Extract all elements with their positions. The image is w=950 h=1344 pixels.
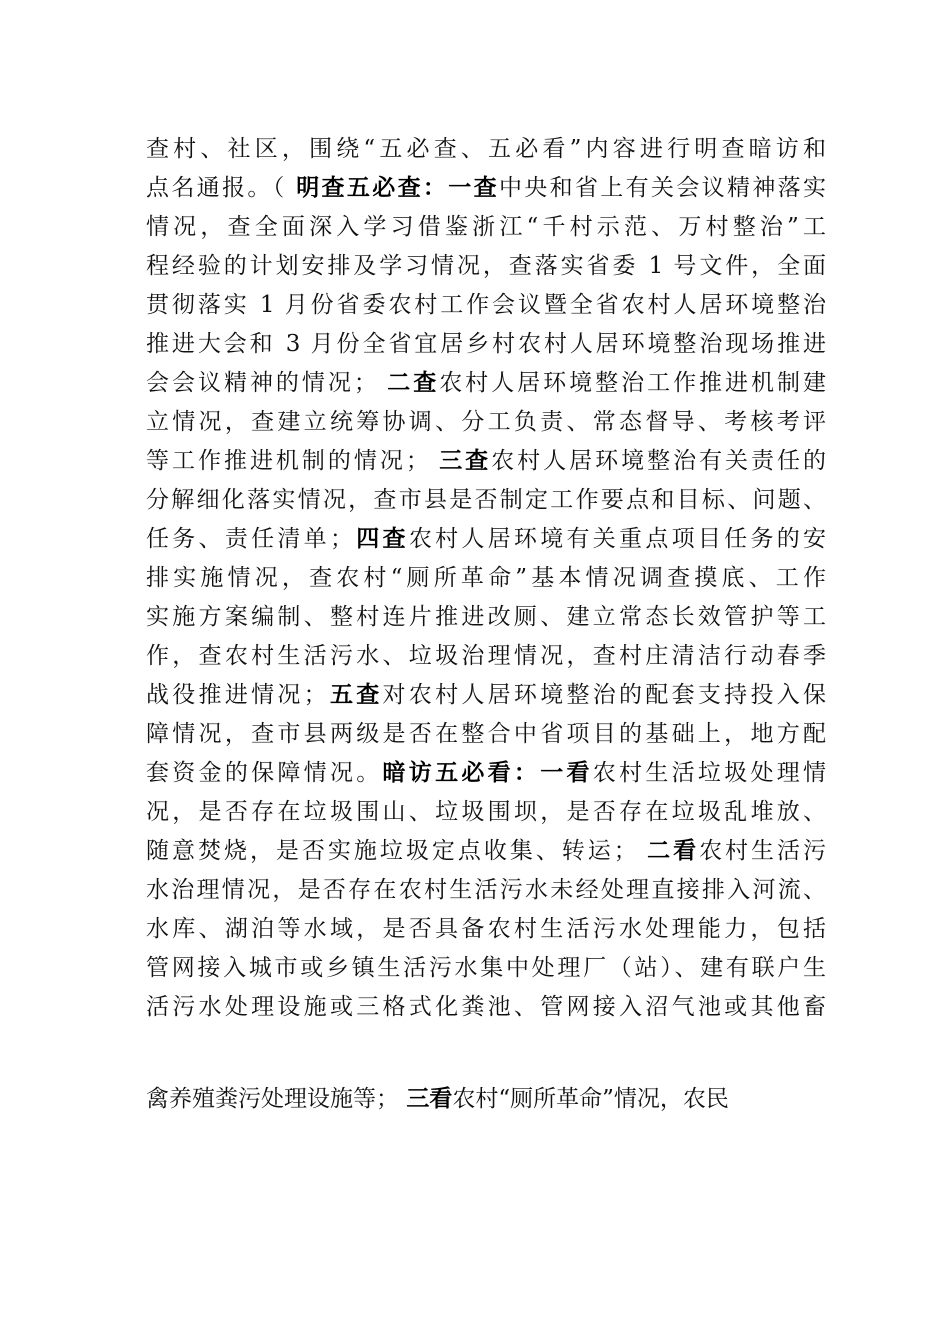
- body-text: 作，查农村生活污水、垃圾治理情况，查村庄清洁行动春季: [146, 643, 826, 669]
- text-line: [146, 600, 826, 634]
- body-text: 贯彻落实 1 月份省委农村工作会议暨全省农村人居环境整治: [146, 292, 826, 318]
- text-line: [146, 561, 826, 595]
- text-line: [146, 327, 826, 361]
- body-text: 排实施情况，查农村“厕所革命”基本情况调查摸底、工作: [146, 565, 826, 591]
- text-line: [146, 132, 826, 166]
- text-line: [146, 1082, 806, 1116]
- bold-heading-text: 二查: [387, 369, 440, 396]
- body-text: 农村人居环境整治有关责任的: [491, 448, 827, 474]
- text-line: [146, 288, 826, 322]
- text-line: [146, 483, 826, 517]
- text-line: [146, 873, 826, 907]
- body-text: 对农村人居环境整治的配套支持投入保: [382, 682, 827, 708]
- text-line: [146, 405, 826, 439]
- text-line: [146, 990, 826, 1024]
- body-text: 任务、责任清单；: [146, 526, 353, 552]
- body-text: 农村人居环境有关重点项目任务的安: [408, 526, 827, 552]
- body-text: 分解细化落实情况，查市县是否制定工作要点和目标、问题、: [146, 487, 826, 513]
- bold-heading-text: 四查: [352, 525, 409, 552]
- body-text: 农村生活污: [699, 838, 827, 864]
- bold-heading-text: 暗访五必看：一看: [382, 759, 593, 786]
- body-text: 情况，查全面深入学习借鉴浙江“千村示范、万村整治”工: [146, 214, 826, 240]
- text-line: [146, 366, 826, 400]
- body-text: 障情况，查市县两级是否在整合中省项目的基础上，地方配: [146, 721, 826, 747]
- body-text: 活污水处理设施或三格式化粪池、管网接入沼气池或其他畜: [146, 994, 826, 1020]
- body-text: 点名通报。（: [146, 175, 297, 201]
- text-line: [146, 678, 826, 712]
- body-text: 随意焚烧，是否实施垃圾定点收集、转运；: [146, 838, 648, 864]
- text-line: [146, 210, 826, 244]
- text-line: [146, 444, 826, 478]
- text-line: [146, 639, 826, 673]
- body-text: 禽养殖粪污处理设施等；: [146, 1086, 407, 1112]
- text-line: [146, 912, 826, 946]
- text-line: [146, 756, 826, 790]
- body-text: 会会议精神的情况；: [146, 370, 388, 396]
- bold-heading-text: 三查: [439, 447, 492, 474]
- body-text: 管网接入城市或乡镇生活污水集中处理厂（站）、建有联户生: [146, 955, 826, 981]
- bold-heading-text: 五查: [326, 681, 383, 708]
- body-text: 农村生活垃圾处理情: [592, 760, 827, 786]
- body-text: 实施方案编制、整村连片推进改厕、建立常态长效管护等工: [146, 604, 826, 630]
- text-line: [146, 522, 826, 556]
- body-text: 农村“厕所革命”情况，农民: [452, 1086, 729, 1112]
- text-line: [146, 795, 826, 829]
- text-line: [146, 834, 826, 868]
- body-text: 程经验的计划安排及学习情况，查落实省委 1 号文件，全面: [146, 253, 826, 279]
- body-text: 水治理情况，是否存在农村生活污水未经处理直接排入河流、: [146, 877, 826, 903]
- body-text: 况，是否存在垃圾围山、垃圾围坝，是否存在垃圾乱堆放、: [146, 799, 826, 825]
- body-text: 查村、社区，围绕“五必查、五必看”内容进行明查暗访和: [146, 136, 826, 162]
- body-text: 战役推进情况；: [146, 682, 327, 708]
- body-text: 农村人居环境整治工作推进机制建: [439, 370, 827, 396]
- body-text: 套资金的保障情况。: [146, 760, 383, 786]
- body-text: 推进大会和 3 月份全省宜居乡村农村人居环境整治现场推进: [146, 331, 826, 357]
- bold-heading-text: 三看: [406, 1085, 453, 1112]
- body-text: 立情况，查建立统筹协调、分工负责、常态督导、考核考评: [146, 409, 826, 435]
- bold-heading-text: 二看: [647, 837, 700, 864]
- body-text: 水库、湖泊等水域，是否具备农村生活污水处理能力，包括: [146, 916, 826, 942]
- body-text: 中央和省上有关会议精神落实: [498, 175, 827, 201]
- bold-heading-text: 明查五必查：一查: [296, 174, 499, 201]
- text-line: [146, 717, 826, 751]
- text-line: [146, 249, 826, 283]
- text-line: [146, 171, 826, 205]
- text-line: [146, 951, 826, 985]
- body-text: 等工作推进机制的情况；: [146, 448, 440, 474]
